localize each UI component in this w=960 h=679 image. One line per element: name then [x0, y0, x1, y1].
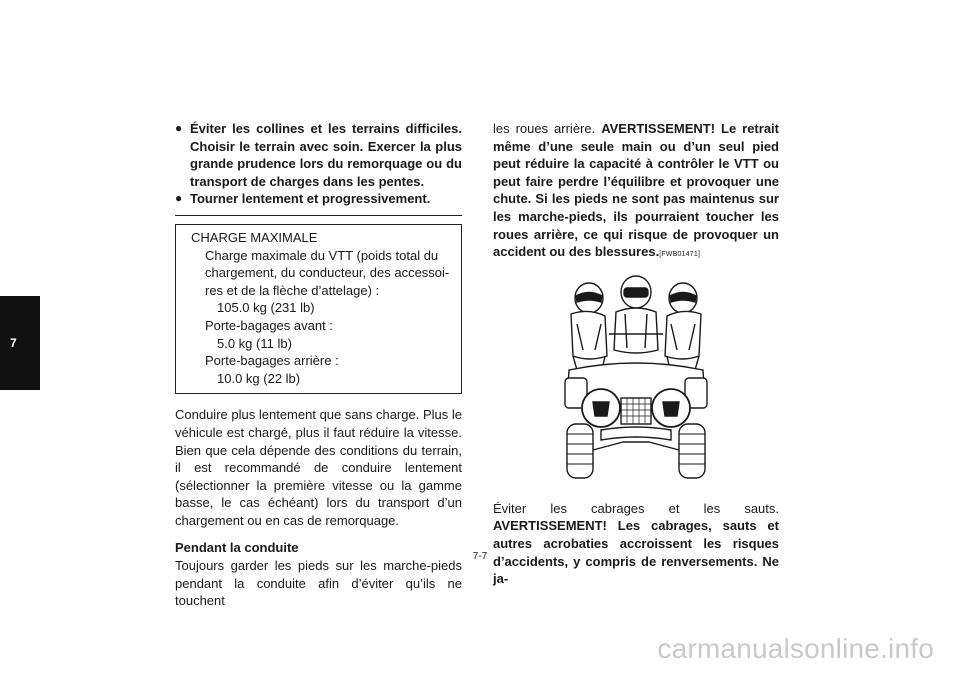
feet-warning-paragraph: les roues arrière. AVERTISSEMENT! Le retrait même d’une seule main ou d’un seul pied peut réduire la capacité à contrôler le VTT ou peut faire perdre l’équilibre et provoquer une chute. Si les pieds ne sont pas maintenus sur les marche-pieds, ils pourraient toucher les roues arrière, ce qui risque de provoquer un accident ou des blessures.[FWB01471] — [493, 121, 779, 260]
chapter-tab — [0, 296, 40, 390]
bullet-item: ● Tourner lentement et progressivement. — [175, 191, 431, 207]
spec-line: res et de la flèche d’attelage) : — [205, 282, 380, 298]
section-heading: Pendant la conduite — [175, 540, 299, 556]
bullet-dot-icon: ● — [175, 191, 183, 206]
atv-riders-illustration — [493, 274, 779, 492]
warning-code: [FWB01471] — [659, 251, 701, 259]
chapter-number: 7 — [10, 336, 17, 350]
right-column — [493, 120, 779, 598]
jump-warning-paragraph: Éviter les cabrages et les sauts. AVERTISSEMENT! Les cabrages, sauts et autres acrobaties accroissent les risques d’accidents, y compris de renversements. Ne ja- — [493, 500, 779, 587]
left-column — [175, 120, 462, 620]
spec-line: chargement, du conducteur, des accessoi- — [205, 265, 450, 281]
spec-value: 105.0 kg (231 lb) — [217, 300, 315, 316]
bullet-item: ● Éviter les collines et les terrains difficiles. Choisir le terrain avec soin. Exercer la plus grande prudence lors du remorquage ou du transport de charges dans les pentes. — [175, 121, 462, 189]
load-speed-paragraph: Conduire plus lentement que sans charge. Plus le véhicule est chargé, plus il faut réduire la vitesse. Bien que cela dépende des conditions du terrain, il est recommandé de conduire lentement (sélectionner la première vitesse ou la gamme basse, le cas échéant) lors du transport d’un chargement ou en cas de remorquage. — [175, 407, 462, 528]
spec-line: Charge maximale du VTT (poids total du — [205, 247, 439, 263]
spec-value: 10.0 kg (22 lb) — [217, 370, 301, 386]
spec-title: CHARGE MAXIMALE — [191, 229, 318, 245]
spec-line: Porte-bagages avant : — [205, 317, 333, 333]
spec-value: 5.0 kg (11 lb) — [217, 335, 292, 351]
warning-text: AVERTISSEMENT! Le retrait même d’une seule main ou d’un seul pied peut réduire la capacité à contrôler le VTT ou peut faire perdre l’équilibre et provoquer une chute. Si les pieds ne sont pas maintenus sur les marche-pieds, ils pourraient toucher les roues arrière, ce qui risque de provoquer un accident ou des blessures. — [493, 121, 779, 260]
feet-paragraph: Toujours garder les pieds sur les marche-pieds pendant la conduite afin d’éviter qu’ils ne touchent — [175, 558, 462, 609]
divider — [175, 215, 462, 216]
safety-bullet-list — [175, 120, 462, 208]
watermark: carmanualsonline.info — [657, 633, 934, 664]
page-number: 7-7 — [472, 551, 488, 562]
max-load-spec-box — [175, 224, 462, 394]
warning-text: AVERTISSEMENT! Les cabrages, sauts et autres acrobaties accroissent les risques d’accidents, y compris de renversements. Ne ja- — [493, 518, 779, 587]
bullet-dot-icon: ● — [175, 121, 183, 135]
spec-line: Porte-bagages arrière : — [205, 353, 339, 369]
atv-illustration-icon — [561, 274, 711, 488]
